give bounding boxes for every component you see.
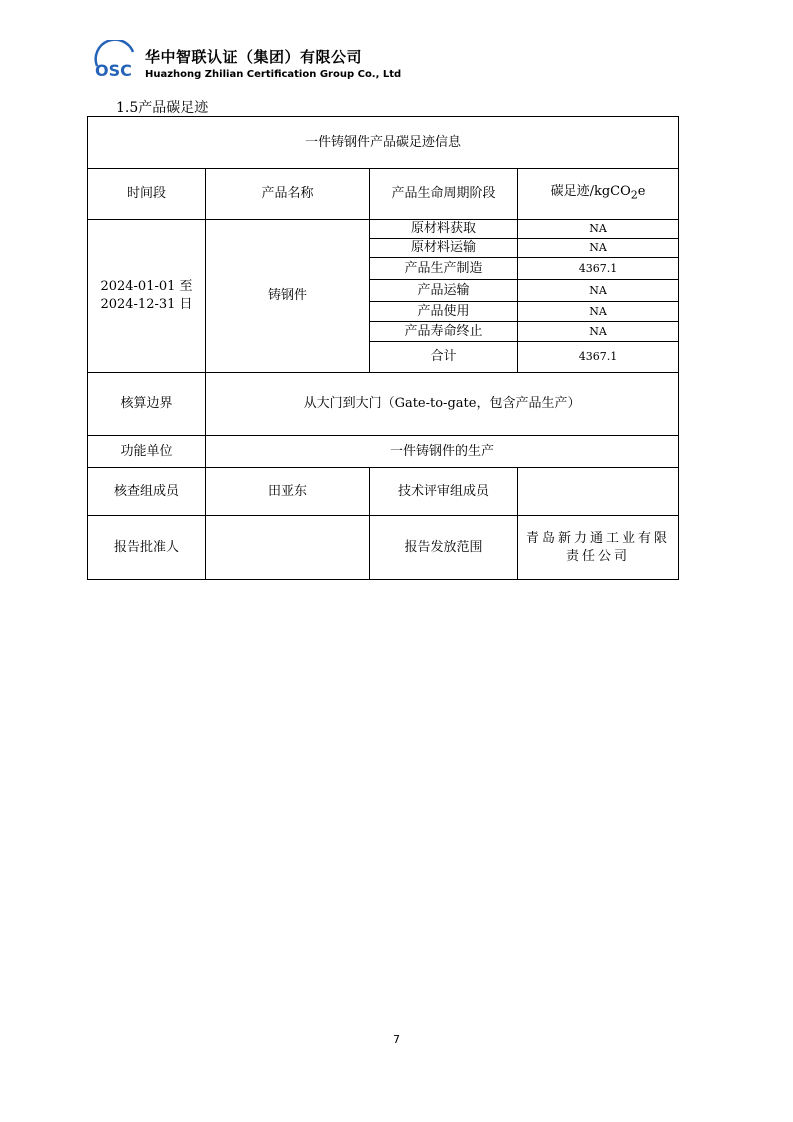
approver-value — [206, 516, 370, 580]
header-carbon-footprint — [518, 169, 679, 220]
functional-unit-value: 一件铸钢件的生产 — [206, 436, 679, 468]
table-row — [88, 220, 679, 239]
header-cf-suffix: e — [637, 184, 646, 200]
scope-value: 青岛新力通工业有限责任公司 — [518, 516, 679, 580]
approver-label: 报告批准人 — [88, 516, 206, 580]
table-row — [88, 468, 679, 516]
header-cf-main: 碳足迹/kgCO — [550, 184, 631, 200]
period-end: 2024-12-31 日 — [100, 297, 193, 312]
boundary-label: 核算边界 — [88, 373, 206, 436]
functional-unit-label: 功能单位 — [88, 436, 206, 468]
verifier-value: 田亚东 — [206, 468, 370, 516]
period-start: 2024-01-01 至 — [100, 279, 193, 294]
header-cf-subscript: 2 — [630, 188, 638, 202]
total-value: 4367.1 — [518, 342, 679, 373]
reviewer-label: 技术评审组成员 — [370, 468, 518, 516]
period-cell — [88, 220, 206, 373]
header-product-name: 产品名称 — [206, 169, 370, 220]
stage-name: 产品运输 — [370, 280, 518, 302]
logo-text: OSC — [95, 61, 132, 80]
table-row — [88, 373, 679, 436]
stage-value: 4367.1 — [518, 258, 679, 280]
header-period: 时间段 — [88, 169, 206, 220]
section-title: 1.5产品碳足迹 — [116, 100, 209, 116]
company-logo — [93, 40, 139, 86]
table-title: 一件铸钢件产品碳足迹信息 — [88, 117, 679, 169]
stage-value: NA — [518, 322, 679, 342]
stage-name: 原材料获取 — [370, 220, 518, 239]
stage-value: NA — [518, 280, 679, 302]
stage-name: 产品寿命终止 — [370, 322, 518, 342]
boundary-value: 从大门到大门（Gate-to-gate，包含产品生产） — [206, 373, 679, 436]
stage-value: NA — [518, 302, 679, 322]
product-name-cell: 铸钢件 — [206, 220, 370, 373]
stage-name: 产品生产制造 — [370, 258, 518, 280]
verifier-label: 核查组成员 — [88, 468, 206, 516]
table-row — [88, 436, 679, 468]
stage-value: NA — [518, 239, 679, 258]
table-title-row — [88, 117, 679, 169]
stage-value: NA — [518, 220, 679, 239]
total-label: 合计 — [370, 342, 518, 373]
company-name-en: Huazhong Zhilian Certification Group Co., Ltd — [145, 69, 402, 80]
stage-name: 原材料运输 — [370, 239, 518, 258]
reviewer-value — [518, 468, 679, 516]
company-name-cn: 华中智联认证（集团）有限公司 — [145, 48, 363, 66]
stage-name: 产品使用 — [370, 302, 518, 322]
document-header — [93, 40, 402, 90]
scope-label: 报告发放范围 — [370, 516, 518, 580]
table-header-row — [88, 169, 679, 220]
table-row — [88, 516, 679, 580]
header-lifecycle-stage: 产品生命周期阶段 — [370, 169, 518, 220]
carbon-footprint-table — [87, 116, 679, 580]
page-number: 7 — [393, 1033, 400, 1046]
